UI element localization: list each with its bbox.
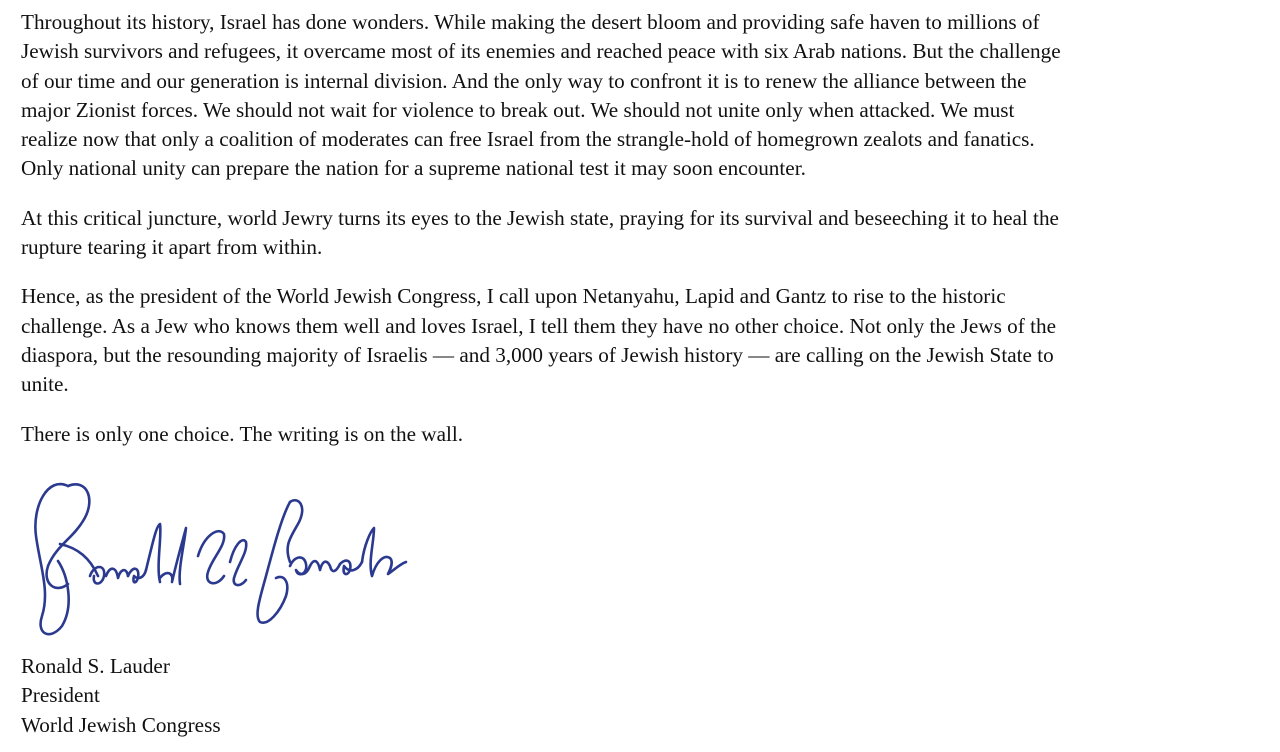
text-line: of our time and our generation is internal division. And the only way to confront it is to renew the alliance between the	[21, 68, 1027, 93]
paragraph-3	[21, 282, 1271, 399]
handwritten-signature	[28, 466, 428, 646]
text-line: Hence, as the president of the World Jewish Congress, I call upon Netanyahu, Lapid and Gantz to rise to the historic	[21, 284, 1006, 309]
paragraph-4	[21, 420, 1271, 449]
signatory-title: President	[21, 683, 100, 708]
text-line: unite.	[21, 372, 69, 397]
text-line: major Zionist forces. We should not wait for violence to break out. We should not unite only when attacked. We must	[21, 97, 1015, 122]
paragraph-1	[21, 8, 1271, 184]
text-line: realize now that only a coalition of moderates can free Israel from the strangle-hold of homegrown zealots and fanatics.	[21, 127, 1035, 152]
letter-body	[21, 8, 1271, 469]
text-line: rupture tearing it apart from within.	[21, 235, 323, 260]
text-line: At this critical juncture, world Jewry turns its eyes to the Jewish state, praying for its survival and beseeching it to heal the	[21, 205, 1059, 230]
text-line: Only national unity can prepare the nation for a supreme national test it may soon encounter.	[21, 156, 806, 181]
signature-image	[28, 466, 428, 646]
text-line: Throughout its history, Israel has done wonders. While making the desert bloom and providing safe haven to millions of	[21, 10, 1040, 34]
text-line: Jewish survivors and refugees, it overcame most of its enemies and reached peace with six Arab nations. But the challenge	[21, 39, 1061, 64]
text-line: There is only one choice. The writing is on the wall.	[21, 421, 464, 446]
signatory-block	[21, 652, 221, 740]
paragraph-2	[21, 204, 1271, 263]
text-line: diaspora, but the resounding majority of Israelis — and 3,000 years of Jewish history — are calling on the Jewish State to	[21, 342, 1054, 367]
signatory-name: Ronald S. Lauder	[21, 654, 170, 678]
text-line: challenge. As a Jew who knows them well and loves Israel, I tell them they have no other choice. Not only the Jews of the	[21, 313, 1056, 338]
signatory-organization: World Jewish Congress	[21, 712, 221, 737]
